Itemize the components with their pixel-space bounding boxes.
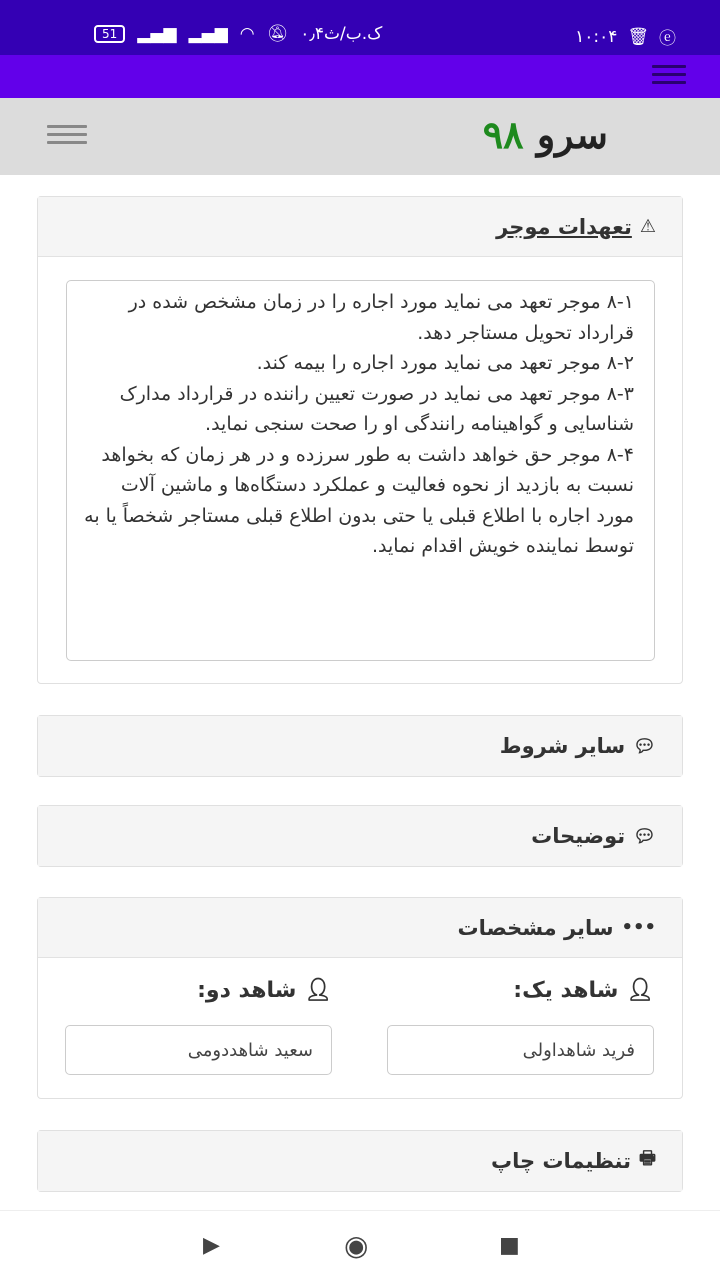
wifi-icon: ◠: [239, 24, 255, 44]
card-header: [38, 197, 682, 257]
card-title: تنظیمات چاپ: [491, 1149, 631, 1173]
witness2-label: 👤︎ شاهد دو:: [197, 978, 332, 1003]
other-terms-card[interactable]: [37, 715, 683, 777]
card-header: [38, 898, 682, 958]
comment-icon: 💬︎: [633, 735, 656, 757]
back-button[interactable]: ▶: [203, 1233, 220, 1258]
card-title: سایر مشخصات: [457, 915, 614, 940]
home-button[interactable]: ◉: [344, 1229, 369, 1262]
card-header: [38, 1131, 682, 1191]
print-settings-card[interactable]: [37, 1130, 683, 1192]
lessor-obligations-textarea[interactable]: [66, 280, 655, 661]
card-header: [38, 806, 682, 866]
signal-icon: ▂▄▆: [188, 24, 228, 44]
signal-icon: ▂▄▆: [137, 24, 177, 44]
network-speed: ۰٫۴ک.ب/ث: [300, 24, 383, 44]
card-title: سایر شروط: [499, 734, 626, 758]
menu-icon[interactable]: [652, 65, 686, 84]
trash-icon: 🗑︎: [627, 26, 649, 47]
ellipsis-icon: •••: [621, 917, 656, 938]
card-title: توضیحات: [531, 824, 626, 848]
user-icon: 👤︎: [626, 978, 654, 1003]
card-title: تعهدات موجر: [496, 214, 632, 239]
user-icon: 👤︎: [304, 978, 332, 1003]
lessor-obligations-card: [37, 196, 683, 684]
logo[interactable]: سرو ۹۸: [482, 112, 608, 157]
descriptions-card[interactable]: [37, 805, 683, 867]
witness2-input[interactable]: [65, 1025, 332, 1075]
system-nav-bar: [0, 1210, 720, 1280]
other-specs-card: [37, 897, 683, 1099]
app-icon: ⓔ: [659, 29, 676, 49]
witness1-input[interactable]: [387, 1025, 654, 1075]
site-header: [0, 98, 720, 175]
comment-icon: 💬︎: [633, 825, 656, 847]
battery-icon: 51: [94, 25, 125, 43]
recents-button[interactable]: ■: [499, 1233, 520, 1258]
time: ۱۰:۰۴: [575, 26, 618, 47]
app-bar: [0, 55, 720, 98]
status-bar: [0, 0, 720, 55]
printer-icon: 🖶: [639, 1148, 656, 1169]
witness1-label: 👤︎ شاهد یک:: [513, 978, 654, 1003]
warning-icon: ⚠: [639, 216, 656, 237]
bell-off-icon: 🔕︎: [266, 24, 289, 44]
card-header: [38, 716, 682, 776]
nav-toggle-icon[interactable]: [47, 125, 87, 144]
